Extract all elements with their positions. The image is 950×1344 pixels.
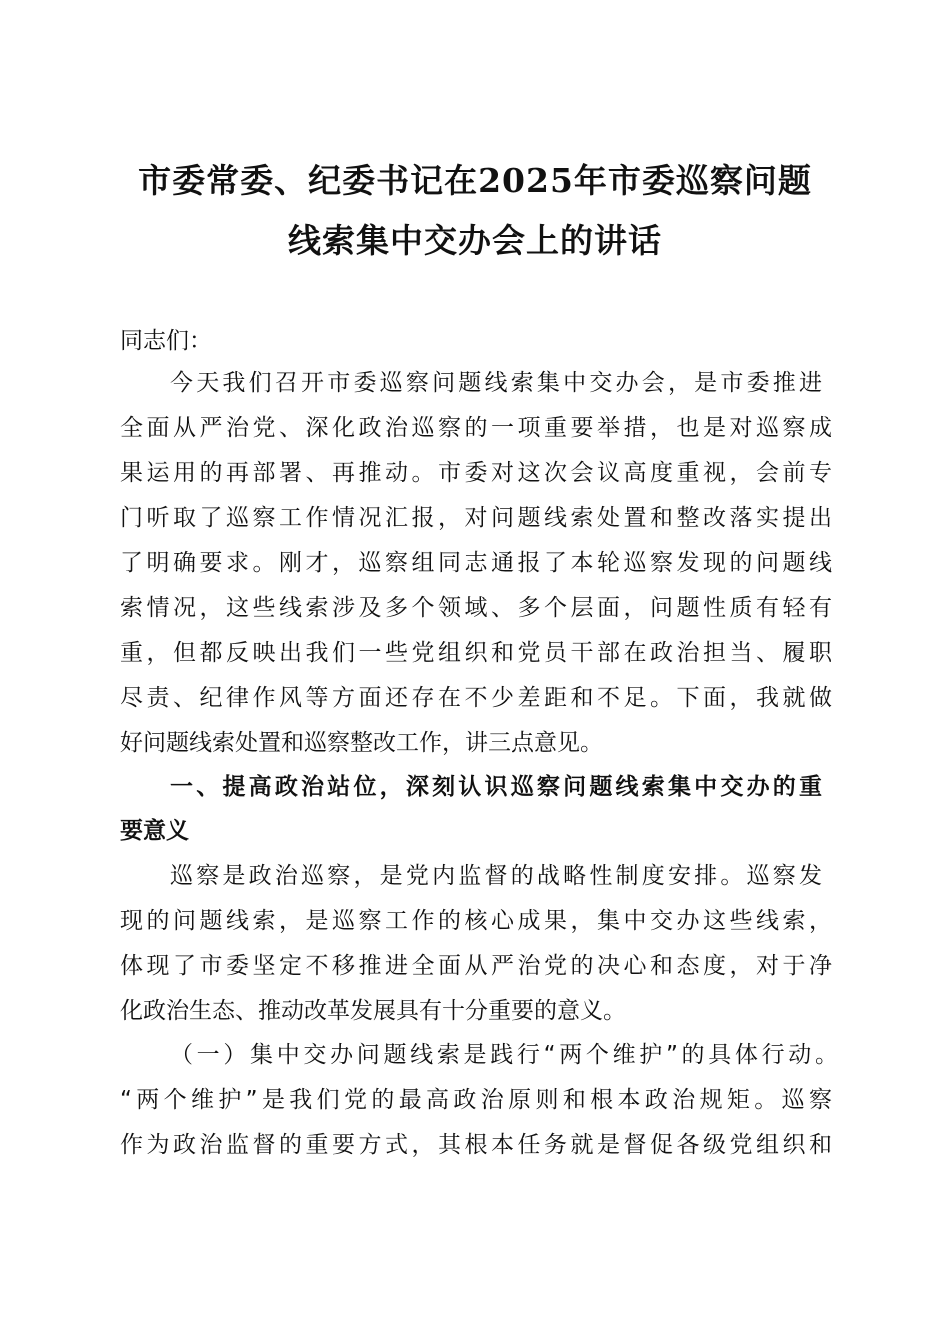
paragraph-line: 今天我们召开市委巡察问题线索集中交办会，是市委推进	[170, 370, 822, 396]
paragraph-line: 果运用的再部署、再推动。市委对这次会议高度重视，会前专	[120, 460, 832, 486]
subsection-line: （一）集中交办问题线索是践行“两个维护”的具体行动。	[170, 1042, 838, 1068]
section-heading-line: 一、提高政治站位，深刻认识巡察问题线索集中交办的重	[170, 774, 822, 800]
section-heading-line: 要意义	[120, 818, 189, 844]
paragraph-line: 全面从严治党、深化政治巡察的一项重要举措，也是对巡察成	[120, 415, 832, 441]
paragraph-line: 化政治生态、推动改革发展具有十分重要的意义。	[120, 998, 626, 1024]
document-title-line-2: 线索集中交办会上的讲话	[288, 221, 662, 260]
paragraph-line: 门听取了巡察工作情况汇报，对问题线索处置和整改落实提出	[120, 505, 832, 531]
paragraph-line: 索情况，这些线索涉及多个领域、多个层面，问题性质有轻有	[120, 595, 832, 621]
paragraph-line: 巡察是政治巡察，是党内监督的战略性制度安排。巡察发	[170, 863, 822, 889]
paragraph-line: 体现了市委坚定不移推进全面从严治党的决心和态度，对于净	[120, 953, 832, 979]
salutation: 同志们：	[120, 328, 212, 354]
paragraph-line: 作为政治监督的重要方式，其根本任务就是督促各级党组织和	[120, 1132, 832, 1158]
document-title-line-1: 市委常委、纪委书记在2025年市委巡察问题	[138, 161, 812, 200]
paragraph-line: “两个维护”是我们党的最高政治原则和根本政治规矩。巡察	[120, 1087, 832, 1113]
paragraph-line: 现的问题线索，是巡察工作的核心成果，集中交办这些线索，	[120, 908, 832, 934]
paragraph-line: 尽责、纪律作风等方面还存在不少差距和不足。下面，我就做	[120, 685, 832, 711]
paragraph-line: 重，但都反映出我们一些党组织和党员干部在政治担当、履职	[120, 640, 832, 666]
paragraph-line: 好问题线索处置和巡察整改工作，讲三点意见。	[120, 730, 603, 756]
paragraph-line: 了明确要求。刚才，巡察组同志通报了本轮巡察发现的问题线	[120, 550, 832, 576]
